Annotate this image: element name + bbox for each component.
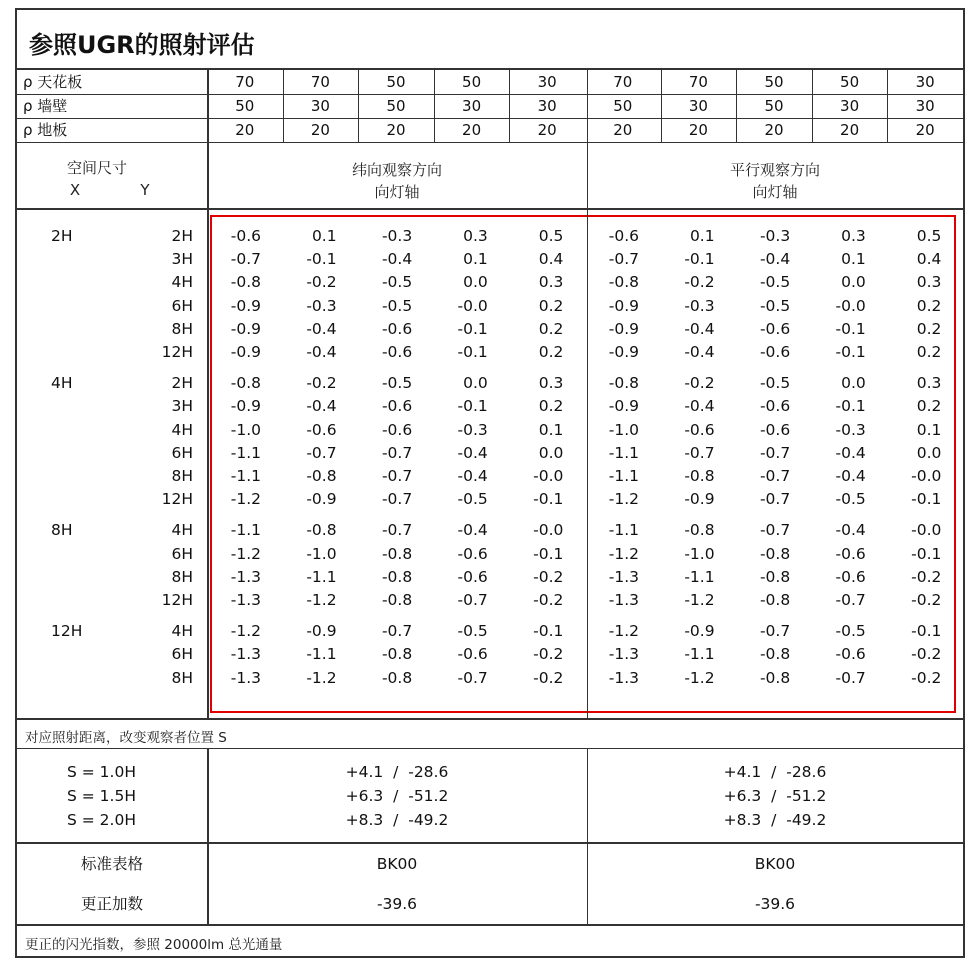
ugr-value: -0.7 [759, 521, 791, 540]
ugr-value: -0.2 [684, 273, 715, 292]
ugr-value: -0.0 [533, 521, 564, 540]
rule [17, 118, 963, 119]
reflectance-value: 30 [915, 73, 935, 91]
ugr-value: -0.6 [381, 319, 413, 338]
reflectance-value: 20 [840, 121, 860, 139]
column-rule [736, 70, 737, 142]
ugr-value: -1.2 [608, 490, 639, 509]
ugr-value: -0.8 [759, 645, 791, 664]
ugr-value: -1.0 [684, 544, 715, 563]
rule [17, 718, 963, 720]
room-y-label: 4H [171, 420, 193, 439]
ugr-value: -0.5 [759, 296, 791, 315]
ugr-value: -0.2 [533, 645, 564, 664]
spacing-cross-value: +8.3 / -49.2 [345, 811, 449, 829]
ugr-value: -1.3 [230, 567, 261, 586]
ugr-value: -0.3 [381, 227, 413, 245]
ugr-value: -0.6 [759, 343, 791, 361]
ugr-value: 0.5 [916, 227, 942, 245]
ugr-value: -0.6 [684, 420, 715, 439]
ugr-value: -0.2 [533, 591, 564, 609]
ugr-value: -1.1 [684, 567, 715, 586]
ugr-value: -1.3 [608, 668, 639, 687]
rule [17, 142, 963, 143]
table-title: 参照UGR的照射评估 [17, 10, 963, 70]
ugr-value: -0.5 [835, 622, 866, 641]
ugr-value: -0.3 [306, 296, 337, 315]
ugr-value: -1.1 [306, 645, 337, 664]
ugr-value: -0.5 [381, 296, 413, 315]
ugr-value: -0.4 [759, 250, 791, 269]
ugr-value: -0.7 [306, 443, 337, 462]
ugr-value: -0.6 [759, 397, 791, 416]
rule [17, 208, 963, 210]
ugr-value: -0.9 [230, 397, 261, 416]
ugr-value: -1.1 [608, 467, 639, 485]
room-y-label: 12H [161, 591, 193, 609]
ugr-value: -0.1 [684, 250, 715, 269]
rule [17, 748, 963, 749]
ugr-value: 0.0 [916, 443, 942, 462]
ugr-value: 0.5 [538, 227, 564, 245]
ugr-value: -0.2 [911, 567, 942, 586]
ugr-value: -1.2 [230, 544, 261, 563]
ugr-value: -1.2 [684, 591, 715, 609]
ugr-value: -0.7 [381, 521, 413, 540]
ugr-value: -0.4 [684, 397, 715, 416]
room-y-label: 6H [171, 443, 193, 462]
ugr-value: -0.8 [684, 467, 715, 485]
ugr-value: -1.1 [230, 521, 261, 540]
ugr-value: -0.8 [230, 273, 261, 292]
ugr-value: -0.4 [835, 467, 866, 485]
reflectance-value: 50 [613, 97, 633, 115]
reflectance-value: 30 [462, 97, 482, 115]
ugr-value: 0.2 [538, 319, 564, 338]
reflectance-value: 20 [310, 121, 330, 139]
footer-note: 更正的闪光指数，参照 20000lm 总光通量 [25, 937, 283, 953]
ugr-value: 0.3 [916, 374, 942, 393]
ugr-value: 0.1 [916, 420, 942, 439]
room-x-label: 12H [51, 622, 83, 641]
reflectance-value: 20 [915, 121, 935, 139]
ugr-value: -1.3 [230, 668, 261, 687]
ugr-value: -0.4 [457, 467, 488, 485]
ugr-value: -0.8 [381, 668, 413, 687]
ugr-value: -0.1 [533, 544, 564, 563]
ugr-value: -0.8 [608, 273, 639, 292]
reflectance-value: 30 [688, 97, 708, 115]
ugr-value: -0.8 [230, 374, 261, 393]
ugr-value: -0.4 [381, 250, 413, 269]
ugr-value: -0.7 [381, 622, 413, 641]
reflectance-value: 70 [310, 73, 330, 91]
standard-table-parallel: BK00 [754, 855, 796, 873]
ugr-value: 0.0 [463, 273, 488, 292]
room-y-label: 8H [171, 567, 193, 586]
ugr-value: 0.1 [311, 227, 337, 245]
ugr-value: -0.9 [608, 296, 639, 315]
reflectance-value: 30 [840, 97, 860, 115]
ugr-value: -0.6 [835, 544, 866, 563]
ugr-value: -0.2 [911, 645, 942, 664]
ugr-value: -1.1 [608, 443, 639, 462]
ugr-value: -0.9 [608, 319, 639, 338]
ugr-value: -1.3 [608, 567, 639, 586]
column-rule [587, 70, 588, 718]
standard-table-label: 标准表格 [80, 855, 143, 873]
rule [17, 924, 963, 926]
ugr-value: -0.6 [759, 420, 791, 439]
ugr-value: 0.1 [689, 227, 715, 245]
reflectance-value: 50 [764, 73, 784, 91]
ugr-value: -0.5 [381, 374, 413, 393]
ugr-value: 0.1 [538, 420, 564, 439]
reflectance-value: 50 [386, 97, 406, 115]
reflectance-value: 20 [537, 121, 557, 139]
ugr-value: -0.7 [381, 443, 413, 462]
column-rule [509, 70, 510, 142]
column-rule [587, 748, 588, 924]
ugr-value: -1.2 [608, 544, 639, 563]
reflectance-value: 70 [688, 73, 708, 91]
reflectance-value: 30 [537, 73, 557, 91]
reflectance-value: 20 [613, 121, 633, 139]
ugr-value: -0.5 [759, 374, 791, 393]
reflectance-value: 30 [310, 97, 330, 115]
view-cross-line2: 向灯轴 [374, 183, 420, 201]
ugr-value: -0.2 [533, 567, 564, 586]
ugr-value: -0.7 [457, 668, 488, 687]
room-y-label: 2H [171, 374, 193, 393]
ugr-value: -1.3 [608, 645, 639, 664]
ugr-value: -1.1 [608, 521, 639, 540]
ugr-value: -0.9 [230, 343, 261, 361]
ugr-value: -0.6 [457, 645, 488, 664]
reflectance-value: 50 [386, 73, 406, 91]
room-x-label: 2H [51, 227, 73, 245]
ugr-value: 0.4 [916, 250, 942, 269]
correction-cross: -39.6 [376, 895, 418, 913]
ugr-value: -0.5 [457, 490, 488, 509]
room-y-label: 8H [171, 668, 193, 687]
ugr-value: -0.2 [306, 273, 337, 292]
room-y-label: 12H [161, 343, 193, 361]
room-y-label: 4H [171, 622, 193, 641]
ugr-value: 0.2 [538, 343, 564, 361]
ugr-value: -0.2 [911, 591, 942, 609]
ugr-value: -0.7 [835, 591, 866, 609]
ugr-value: -0.1 [533, 622, 564, 641]
spacing-parallel-value: +4.1 / -28.6 [723, 763, 827, 781]
ugr-value: -0.5 [381, 273, 413, 292]
ugr-value: -1.2 [306, 591, 337, 609]
ugr-value: -0.1 [457, 343, 488, 361]
ugr-value: -0.8 [381, 567, 413, 586]
ugr-value: -0.2 [533, 668, 564, 687]
ugr-value: -0.5 [835, 490, 866, 509]
ugr-value: -1.1 [230, 443, 261, 462]
reflectance-value: 30 [537, 97, 557, 115]
ugr-value: -0.4 [306, 319, 337, 338]
ugr-value: -0.8 [759, 544, 791, 563]
view-parallel-line1: 平行观察方向 [729, 161, 820, 179]
ugr-value: 0.3 [916, 273, 942, 292]
ugr-value: -0.4 [306, 343, 337, 361]
ugr-value: -0.4 [306, 397, 337, 416]
room-size-x: X [69, 181, 81, 199]
rule [17, 94, 963, 95]
ugr-value: -0.3 [457, 420, 488, 439]
ugr-value: -0.7 [457, 591, 488, 609]
ugr-value: -0.7 [759, 622, 791, 641]
ugr-value: -0.6 [835, 567, 866, 586]
ugr-value: -1.1 [230, 467, 261, 485]
reflectance-label: ρ 天花板 [23, 73, 83, 91]
ugr-value: -0.0 [835, 296, 866, 315]
ugr-value: -0.7 [608, 250, 639, 269]
ugr-value: -0.6 [457, 544, 488, 563]
ugr-value: -0.6 [381, 343, 413, 361]
reflectance-value: 20 [462, 121, 482, 139]
ugr-value: -0.2 [684, 374, 715, 393]
reflectance-value: 50 [462, 73, 482, 91]
column-rule [812, 70, 813, 142]
ugr-value: -0.7 [381, 467, 413, 485]
ugr-value: -0.9 [684, 622, 715, 641]
spacing-cross-value: +4.1 / -28.6 [345, 763, 449, 781]
ugr-value: -0.9 [608, 397, 639, 416]
ugr-value: -0.8 [759, 567, 791, 586]
ugr-value: -0.1 [835, 319, 866, 338]
ugr-value: -1.3 [230, 645, 261, 664]
room-x-label: 8H [51, 521, 73, 540]
room-y-label: 6H [171, 645, 193, 664]
ugr-value: -1.3 [230, 591, 261, 609]
ugr-value: -0.6 [759, 319, 791, 338]
room-y-label: 3H [171, 397, 193, 416]
ugr-value: 0.0 [841, 273, 866, 292]
ugr-value: -0.9 [306, 490, 337, 509]
ugr-value: -0.7 [684, 443, 715, 462]
room-y-label: 2H [171, 227, 193, 245]
reflectance-value: 30 [915, 97, 935, 115]
room-y-label: 6H [171, 544, 193, 563]
ugr-value: 0.1 [841, 250, 866, 269]
ugr-value: -1.2 [306, 668, 337, 687]
ugr-value: -0.8 [608, 374, 639, 393]
ugr-value: -0.9 [230, 296, 261, 315]
ugr-value: -0.8 [381, 645, 413, 664]
spacing-note: 对应照射距离，改变观察者位置 S [25, 730, 227, 746]
ugr-value: -1.2 [608, 622, 639, 641]
correction-label: 更正加数 [80, 895, 143, 913]
room-y-label: 8H [171, 467, 193, 485]
reflectance-label: ρ 地板 [23, 121, 68, 139]
ugr-value: -0.1 [457, 319, 488, 338]
reflectance-value: 20 [688, 121, 708, 139]
ugr-value: 0.0 [538, 443, 564, 462]
ugr-value: -0.6 [381, 420, 413, 439]
ugr-value: -0.3 [684, 296, 715, 315]
spacing-label: S = 1.0H [67, 763, 136, 781]
ugr-value: -1.1 [306, 567, 337, 586]
ugr-value: -0.3 [835, 420, 866, 439]
reflectance-value: 70 [235, 73, 255, 91]
ugr-value: -0.5 [457, 622, 488, 641]
ugr-value: -0.1 [911, 544, 942, 563]
ugr-value: 0.2 [916, 296, 942, 315]
ugr-value: 0.2 [916, 319, 942, 338]
ugr-value: -1.2 [230, 622, 261, 641]
room-y-label: 12H [161, 490, 193, 509]
room-y-label: 3H [171, 250, 193, 269]
ugr-value: -0.0 [533, 467, 564, 485]
ugr-value: 0.2 [916, 343, 942, 361]
ugr-value: -1.2 [230, 490, 261, 509]
ugr-value: -0.0 [457, 296, 488, 315]
standard-table-cross: BK00 [376, 855, 418, 873]
ugr-value: -0.8 [381, 544, 413, 563]
ugr-value: -0.7 [835, 668, 866, 687]
ugr-value: -0.9 [684, 490, 715, 509]
ugr-value: -1.0 [608, 420, 639, 439]
column-rule [887, 70, 888, 142]
spacing-parallel-value: +6.3 / -51.2 [723, 787, 827, 805]
ugr-value: -0.8 [759, 591, 791, 609]
ugr-value: -0.6 [230, 227, 261, 245]
ugr-value: 0.3 [463, 227, 488, 245]
ugr-value: -0.9 [306, 622, 337, 641]
ugr-value: 0.3 [538, 273, 564, 292]
view-cross-line1: 纬向观察方向 [351, 161, 442, 179]
ugr-value: -0.0 [911, 521, 942, 540]
spacing-cross-value: +6.3 / -51.2 [345, 787, 449, 805]
ugr-value: -1.0 [306, 544, 337, 563]
ugr-value: -0.1 [911, 490, 942, 509]
spacing-label: S = 1.5H [67, 787, 136, 805]
reflectance-value: 50 [764, 97, 784, 115]
ugr-value: 0.2 [538, 397, 564, 416]
ugr-value: -0.4 [457, 443, 488, 462]
reflectance-value: 50 [235, 97, 255, 115]
ugr-value: -0.8 [381, 591, 413, 609]
ugr-value: -0.1 [457, 397, 488, 416]
ugr-value: -0.5 [759, 273, 791, 292]
column-rule [358, 70, 359, 142]
column-rule [434, 70, 435, 142]
ugr-value: 0.0 [841, 374, 866, 393]
ugr-value: 0.2 [916, 397, 942, 416]
correction-parallel: -39.6 [754, 895, 796, 913]
ugr-value: -1.3 [608, 591, 639, 609]
column-rule [283, 70, 284, 142]
ugr-value: -0.8 [684, 521, 715, 540]
ugr-value: -0.6 [457, 567, 488, 586]
room-size-label: 空间尺寸 [66, 159, 127, 177]
ugr-value: -0.1 [306, 250, 337, 269]
room-x-label: 4H [51, 374, 73, 393]
ugr-value: -0.7 [381, 490, 413, 509]
ugr-value: -0.4 [835, 521, 866, 540]
ugr-value: 0.3 [841, 227, 866, 245]
view-parallel-line2: 向灯轴 [752, 183, 798, 201]
ugr-value: 0.0 [463, 374, 488, 393]
ugr-value: -0.1 [911, 622, 942, 641]
ugr-value: 0.2 [538, 296, 564, 315]
ugr-value: -0.1 [533, 490, 564, 509]
spacing-parallel-value: +8.3 / -49.2 [723, 811, 827, 829]
ugr-value: -1.2 [684, 668, 715, 687]
ugr-value: -0.9 [608, 343, 639, 361]
ugr-value: -0.8 [759, 668, 791, 687]
ugr-value: -0.2 [911, 668, 942, 687]
ugr-value: -0.4 [684, 319, 715, 338]
reflectance-value: 20 [386, 121, 406, 139]
ugr-value: -0.8 [306, 521, 337, 540]
ugr-value: -0.9 [230, 319, 261, 338]
ugr-value: -0.6 [608, 227, 639, 245]
column-rule [207, 748, 209, 924]
ugr-value: -0.7 [759, 490, 791, 509]
ugr-value: -0.4 [457, 521, 488, 540]
ugr-table [15, 8, 965, 958]
room-y-label: 6H [171, 296, 193, 315]
ugr-value: -1.1 [684, 645, 715, 664]
reflectance-label: ρ 墙壁 [23, 97, 68, 115]
ugr-value: 0.4 [538, 250, 564, 269]
ugr-value: -0.1 [835, 343, 866, 361]
ugr-value: 0.3 [538, 374, 564, 393]
ugr-value: -0.7 [230, 250, 261, 269]
ugr-value: -0.7 [759, 467, 791, 485]
ugr-value: -0.6 [306, 420, 337, 439]
rule [17, 842, 963, 844]
reflectance-value: 50 [840, 73, 860, 91]
ugr-value: -0.0 [911, 467, 942, 485]
room-y-label: 4H [171, 273, 193, 292]
column-rule [661, 70, 662, 142]
ugr-value: -0.1 [835, 397, 866, 416]
reflectance-value: 70 [613, 73, 633, 91]
reflectance-value: 20 [235, 121, 255, 139]
ugr-value: -0.4 [684, 343, 715, 361]
ugr-value: -0.6 [835, 645, 866, 664]
room-y-label: 4H [171, 521, 193, 540]
ugr-value: -0.4 [835, 443, 866, 462]
ugr-value: -0.7 [759, 443, 791, 462]
ugr-value: -0.6 [381, 397, 413, 416]
ugr-value: -0.8 [306, 467, 337, 485]
room-size-y: Y [140, 181, 150, 199]
ugr-value: 0.1 [463, 250, 488, 269]
column-rule [207, 70, 209, 718]
reflectance-value: 20 [764, 121, 784, 139]
ugr-value: -0.3 [759, 227, 791, 245]
ugr-value: -1.0 [230, 420, 261, 439]
room-y-label: 8H [171, 319, 193, 338]
ugr-value: -0.2 [306, 374, 337, 393]
spacing-label: S = 2.0H [67, 811, 136, 829]
